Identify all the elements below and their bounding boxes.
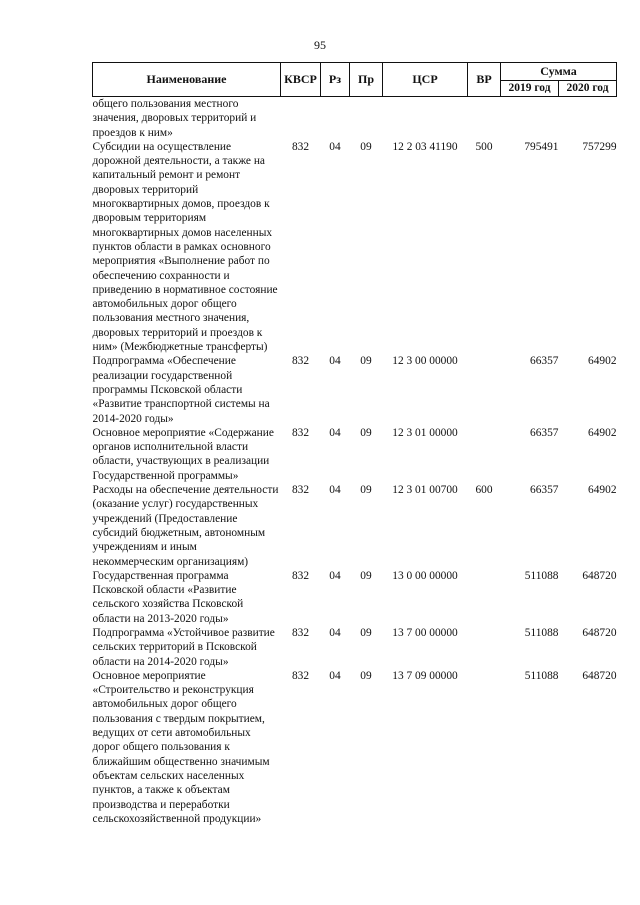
row-pr: 09 bbox=[360, 355, 372, 368]
table-row-continuation bbox=[93, 97, 617, 140]
row-rz: 04 bbox=[329, 626, 341, 639]
row-sum-2020: 648720 bbox=[582, 669, 617, 682]
row-name: Расходы на обеспечение деятельности (оказание услуг) государственных учреждений (Предоставление субсидий бюджетным, автономным учреждениям и иным некоммерческим организациям) bbox=[92, 484, 279, 568]
row-sum-2019: 66357 bbox=[530, 484, 559, 497]
row-pr: 09 bbox=[360, 669, 372, 682]
row-rz: 04 bbox=[329, 484, 341, 497]
row-name: Основное мероприятие «Содержание органов исполнительной власти области, участвующих в реализации Государственной программы» bbox=[92, 426, 274, 482]
row-kvsr: 832 bbox=[291, 426, 310, 439]
row-pr: 09 bbox=[360, 484, 372, 497]
table-row bbox=[93, 483, 617, 569]
row-kvsr: 832 bbox=[291, 355, 310, 368]
row-pr: 09 bbox=[360, 426, 372, 439]
row-vr bbox=[468, 354, 501, 425]
header-sum: Сумма bbox=[501, 63, 617, 81]
row-vr: 500 bbox=[475, 140, 493, 153]
row-vr bbox=[468, 569, 501, 626]
header-kvsr: КВСР bbox=[281, 63, 321, 97]
row-sum-2020: 648720 bbox=[582, 569, 617, 582]
row-rz: 04 bbox=[329, 426, 341, 439]
header-name: Наименование bbox=[93, 63, 281, 97]
row-csr: 13 0 00 00000 bbox=[392, 569, 458, 582]
row-pr: 09 bbox=[360, 569, 372, 582]
row-pr: 09 bbox=[360, 626, 372, 639]
row-rz: 04 bbox=[329, 355, 341, 368]
header-vr: ВР bbox=[468, 63, 501, 97]
row-rz: 04 bbox=[329, 669, 341, 682]
row-vr bbox=[468, 426, 501, 483]
header-rz: Рз bbox=[321, 63, 350, 97]
row-pr: 09 bbox=[360, 140, 372, 153]
row-name: Государственная программа Псковской области «Развитие сельского хозяйства Псковской области на 2013-2020 годы» bbox=[92, 569, 244, 625]
row-csr: 12 3 01 00000 bbox=[392, 426, 458, 439]
row-csr: 13 7 00 00000 bbox=[392, 626, 458, 639]
row-csr: 12 3 00 00000 bbox=[392, 355, 458, 368]
row-kvsr: 832 bbox=[291, 669, 310, 682]
row-sum-2019: 511088 bbox=[524, 669, 559, 682]
row-kvsr: 832 bbox=[291, 140, 310, 153]
row-kvsr: 832 bbox=[291, 484, 310, 497]
table-row bbox=[93, 426, 617, 483]
row-sum-2019: 795491 bbox=[524, 140, 559, 153]
row-sum-2019: 511088 bbox=[524, 569, 559, 582]
row-sum-2019: 66357 bbox=[530, 355, 559, 368]
row-kvsr: 832 bbox=[291, 569, 310, 582]
row-name: Подпрограмма «Устойчивое развитие сельских территорий в Псковской области на 2014-2020 годы» bbox=[92, 626, 275, 668]
table-row bbox=[93, 569, 617, 626]
header-pr: Пр bbox=[350, 63, 383, 97]
continuation-text: общего пользования местного значения, дворовых территорий и проездов к ним» bbox=[92, 98, 257, 139]
row-csr: 13 7 09 00000 bbox=[392, 669, 458, 682]
row-csr: 12 3 01 00700 bbox=[392, 484, 458, 497]
page-number: 95 bbox=[314, 38, 326, 52]
table-row bbox=[93, 140, 617, 354]
budget-table bbox=[92, 62, 617, 826]
row-sum-2019: 66357 bbox=[530, 426, 559, 439]
row-name: Основное мероприятие «Строительство и реконструкция автомобильных дорог общего пользования с твердым покрытием, ведущих от сети автомобильных дорог общего пользования к ближайшим общественно значимым объектам сельских населенных пунктов, а также к объектам производства и переработки сельскохозяйственной продукции» bbox=[92, 669, 270, 825]
table-row bbox=[93, 626, 617, 669]
row-vr: 600 bbox=[475, 484, 493, 497]
row-sum-2020: 757299 bbox=[582, 140, 617, 153]
row-sum-2020: 64902 bbox=[588, 426, 617, 439]
header-2019: 2019 год bbox=[501, 81, 559, 97]
row-name: Субсидии на осуществление дорожной деятельности, а также на капитальный ремонт и ремонт дворовых территорий многоквартирных домов, проездов к дворовым территориям многоквартирных домов населенных пунктов области в рамках основного мероприятия «Выполнение работ по обеспечению сохранности и приведению в нормативное состояние автомобильных дорог общего пользования местного значения, дворовых территорий и проездов к ним» (Межбюджетные трансферты) bbox=[92, 140, 278, 354]
row-vr bbox=[468, 669, 501, 826]
row-sum-2020: 64902 bbox=[588, 355, 617, 368]
row-sum-2020: 64902 bbox=[588, 484, 617, 497]
table-row bbox=[93, 669, 617, 826]
header-2020: 2020 год bbox=[559, 81, 617, 97]
row-rz: 04 bbox=[329, 140, 341, 153]
row-csr: 12 2 03 41190 bbox=[392, 140, 458, 153]
row-vr bbox=[468, 626, 501, 669]
row-sum-2019: 511088 bbox=[524, 626, 559, 639]
row-name: Подпрограмма «Обеспечение реализации государственной программы Псковской области «Развитие транспортной системы на 2014-2020 годы» bbox=[92, 355, 270, 425]
table-row bbox=[93, 354, 617, 425]
row-rz: 04 bbox=[329, 569, 341, 582]
row-sum-2020: 648720 bbox=[582, 626, 617, 639]
row-kvsr: 832 bbox=[291, 626, 310, 639]
header-csr: ЦСР bbox=[383, 63, 468, 97]
